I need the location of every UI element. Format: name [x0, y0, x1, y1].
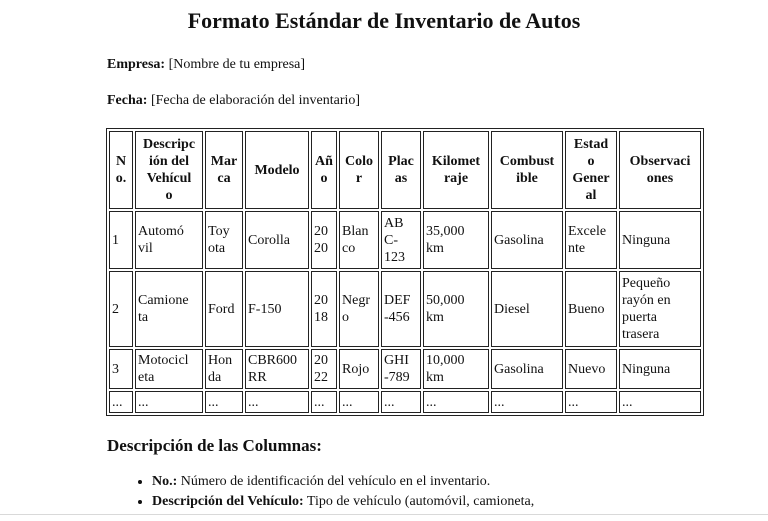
- cell-text-line: 35,000: [426, 224, 465, 239]
- cell-observaciones: [619, 349, 701, 389]
- cell-combustible: [491, 271, 563, 347]
- column-description-item: [152, 472, 534, 492]
- cell-text-line: Colo: [345, 154, 373, 169]
- cell-text-line: o: [342, 310, 349, 325]
- cell-text-line: Bueno: [568, 301, 605, 317]
- cell-text-line: Ford: [208, 301, 235, 317]
- cell-text-line: Corolla: [248, 232, 290, 248]
- cell-kilometraje: [423, 349, 489, 389]
- cell-text-line: Nuevo: [568, 361, 606, 377]
- column-description-label: Descripción del Vehículo:: [152, 494, 304, 509]
- column-header-estado: [565, 131, 617, 209]
- cell-text-line: r: [355, 171, 363, 186]
- cell-modelo: [245, 349, 309, 389]
- cell-text-line: 22: [314, 370, 328, 385]
- cell-text-line: Descripc: [142, 137, 196, 152]
- cell-text-line: co: [342, 241, 356, 256]
- cell-text-line: Blan: [342, 224, 369, 239]
- column-description-text: Número de identificación del vehículo en el inventario.: [177, 474, 491, 489]
- cell-color: [339, 271, 379, 347]
- column-header-descripcion: [135, 131, 203, 209]
- cell-text-line: ...: [342, 394, 353, 410]
- cell-marca: [205, 211, 243, 269]
- cell-text-line: ...: [138, 394, 149, 410]
- cell-text-line: 10,000: [426, 353, 465, 368]
- cell-text-line: ión del: [148, 154, 190, 169]
- cell-estado: [565, 211, 617, 269]
- cell-text-line: o: [165, 188, 173, 203]
- cell-text-line: 20: [314, 353, 328, 368]
- cell-text-line: Observaci: [629, 154, 691, 169]
- cell-placas: [381, 391, 421, 413]
- cell-kilometraje: [423, 271, 489, 347]
- cell-text-line: Ninguna: [622, 232, 671, 248]
- cell-text-line: ...: [494, 394, 505, 410]
- column-header-modelo: [245, 131, 309, 209]
- column-header-observaciones: [619, 131, 701, 209]
- cell-modelo: [245, 271, 309, 347]
- cell-modelo: [245, 391, 309, 413]
- cell-text-line: ible: [516, 171, 538, 186]
- cell-text-line: GHI: [384, 353, 409, 368]
- cell-anio: [311, 211, 337, 269]
- cell-text-line: Rojo: [342, 361, 370, 377]
- column-header-color: [339, 131, 379, 209]
- cell-text-line: Plac: [388, 154, 414, 169]
- cell-text-line: ...: [208, 394, 219, 410]
- cell-text-line: Toy: [208, 224, 230, 239]
- column-header-combustible: [491, 131, 563, 209]
- cell-text-line: 1: [112, 232, 119, 248]
- cell-text-line: raje: [443, 171, 469, 186]
- cell-text-line: Gasolina: [494, 232, 544, 248]
- cell-no: [109, 211, 133, 269]
- cell-text-line: Automó: [138, 224, 184, 239]
- cell-text-line: ...: [314, 394, 325, 410]
- cell-text-line: ota: [208, 241, 226, 256]
- cell-text-line: N: [115, 154, 127, 169]
- cell-text-line: rayón en: [622, 293, 671, 308]
- cell-text-line: 123: [384, 249, 405, 265]
- column-header-marca: [205, 131, 243, 209]
- cell-text-line: Kilomet: [431, 154, 481, 169]
- cell-text-line: ...: [248, 394, 259, 410]
- cell-no: [109, 271, 133, 347]
- cell-marca: [205, 391, 243, 413]
- cell-text-line: da: [208, 370, 222, 385]
- column-header-anio: [311, 131, 337, 209]
- cell-text-line: -456: [384, 310, 410, 325]
- cell-text-line: Negr: [342, 293, 370, 308]
- cell-text-line: ...: [426, 394, 437, 410]
- cell-text-line: Hon: [208, 353, 233, 368]
- cell-placas: [381, 271, 421, 347]
- table-row: [109, 271, 701, 347]
- table-row: [109, 391, 701, 413]
- cell-placas: [381, 211, 421, 269]
- columns-description-list: [130, 472, 534, 512]
- cell-color: [339, 391, 379, 413]
- cell-text-line: ...: [622, 394, 633, 410]
- cell-text-line: Estad: [573, 137, 609, 152]
- cell-text-line: Camione: [138, 293, 189, 308]
- cell-text-line: ...: [568, 394, 579, 410]
- cell-text-line: eta: [138, 370, 155, 385]
- table-body: [109, 211, 701, 413]
- cell-text-line: ca: [217, 171, 231, 186]
- document-title: Formato Estándar de Inventario de Autos: [187, 8, 581, 33]
- table-row: [109, 349, 701, 389]
- cell-text-line: 20: [314, 224, 328, 239]
- cell-text-line: km: [426, 310, 444, 325]
- cell-text-line: AB: [384, 215, 404, 231]
- table-header-row: [109, 131, 701, 209]
- cell-text-line: C-: [384, 232, 398, 248]
- column-description-label: No.:: [152, 474, 178, 489]
- cell-text-line: Ninguna: [622, 361, 671, 377]
- cell-text-line: 18: [314, 310, 328, 325]
- inventory-table: [106, 128, 704, 416]
- cell-text-line: km: [426, 241, 444, 256]
- cell-anio: [311, 349, 337, 389]
- cell-text-line: F-150: [248, 301, 282, 317]
- cell-text-line: RR: [248, 370, 267, 385]
- column-header-placas: [381, 131, 421, 209]
- cell-text-line: as: [394, 171, 408, 186]
- cell-text-line: Gener: [572, 171, 610, 186]
- cell-text-line: ...: [112, 394, 123, 410]
- cell-text-line: nte: [568, 241, 586, 256]
- column-description-item: [152, 492, 534, 512]
- cell-color: [339, 349, 379, 389]
- cell-text-line: ones: [646, 171, 674, 186]
- cell-text-line: Combust: [499, 154, 555, 169]
- cell-text-line: vil: [138, 241, 153, 256]
- cell-anio: [311, 271, 337, 347]
- cell-text-line: o: [320, 171, 328, 186]
- column-header-kilometraje: [423, 131, 489, 209]
- cell-text-line: Vehícul: [146, 171, 192, 186]
- cell-marca: [205, 349, 243, 389]
- cell-text-line: Diesel: [494, 301, 530, 317]
- cell-marca: [205, 271, 243, 347]
- cell-text-line: CBR600: [248, 353, 298, 368]
- cell-descripcion: [135, 391, 203, 413]
- date-value: [Fecha de elaboración del inventario]: [150, 93, 361, 108]
- date-line: [107, 93, 360, 109]
- cell-text-line: ta: [138, 310, 149, 325]
- cell-text-line: -789: [384, 370, 410, 385]
- cell-text-line: km: [426, 370, 444, 385]
- cell-text-line: 50,000: [426, 293, 465, 308]
- cell-modelo: [245, 211, 309, 269]
- company-line: [107, 57, 305, 73]
- cell-kilometraje: [423, 211, 489, 269]
- cell-text-line: ...: [384, 394, 395, 410]
- cell-anio: [311, 391, 337, 413]
- cell-descripcion: [135, 349, 203, 389]
- table-row: [109, 211, 701, 269]
- cell-descripcion: [135, 271, 203, 347]
- cell-estado: [565, 349, 617, 389]
- company-value: [Nombre de tu empresa]: [168, 57, 306, 72]
- cell-text-line: trasera: [622, 327, 660, 342]
- cell-no: [109, 391, 133, 413]
- cell-combustible: [491, 349, 563, 389]
- cell-text-line: DEF: [384, 293, 411, 308]
- cell-combustible: [491, 391, 563, 413]
- cell-observaciones: [619, 271, 701, 347]
- cell-text-line: o: [587, 154, 595, 169]
- cell-text-line: 20: [314, 293, 328, 308]
- date-label: Fecha:: [107, 93, 148, 108]
- cell-placas: [381, 349, 421, 389]
- cell-text-line: Gasolina: [494, 361, 544, 377]
- columns-section-title: Descripción de las Columnas:: [107, 436, 322, 455]
- cell-kilometraje: [423, 391, 489, 413]
- cell-text-line: Modelo: [254, 162, 300, 178]
- cell-text-line: Excele: [568, 224, 607, 239]
- cell-no: [109, 349, 133, 389]
- cell-text-line: Pequeño: [622, 276, 671, 291]
- cell-text-line: 20: [314, 241, 328, 256]
- cell-text-line: Motocicl: [138, 353, 189, 368]
- cell-combustible: [491, 211, 563, 269]
- column-description-text: Tipo de vehículo (automóvil, camioneta,: [303, 494, 535, 509]
- column-header-no: [109, 131, 133, 209]
- cell-text-line: al: [585, 188, 597, 203]
- cell-color: [339, 211, 379, 269]
- cell-text-line: o.: [115, 171, 127, 186]
- cell-descripcion: [135, 211, 203, 269]
- cell-text-line: Añ: [315, 154, 333, 169]
- cell-text-line: 3: [112, 361, 119, 377]
- cell-text-line: Mar: [210, 154, 238, 169]
- cell-observaciones: [619, 391, 701, 413]
- cell-estado: [565, 391, 617, 413]
- cell-observaciones: [619, 211, 701, 269]
- cell-text-line: 2: [112, 301, 119, 317]
- cell-text-line: puerta: [622, 310, 657, 325]
- company-label: Empresa:: [107, 57, 166, 72]
- cell-estado: [565, 271, 617, 347]
